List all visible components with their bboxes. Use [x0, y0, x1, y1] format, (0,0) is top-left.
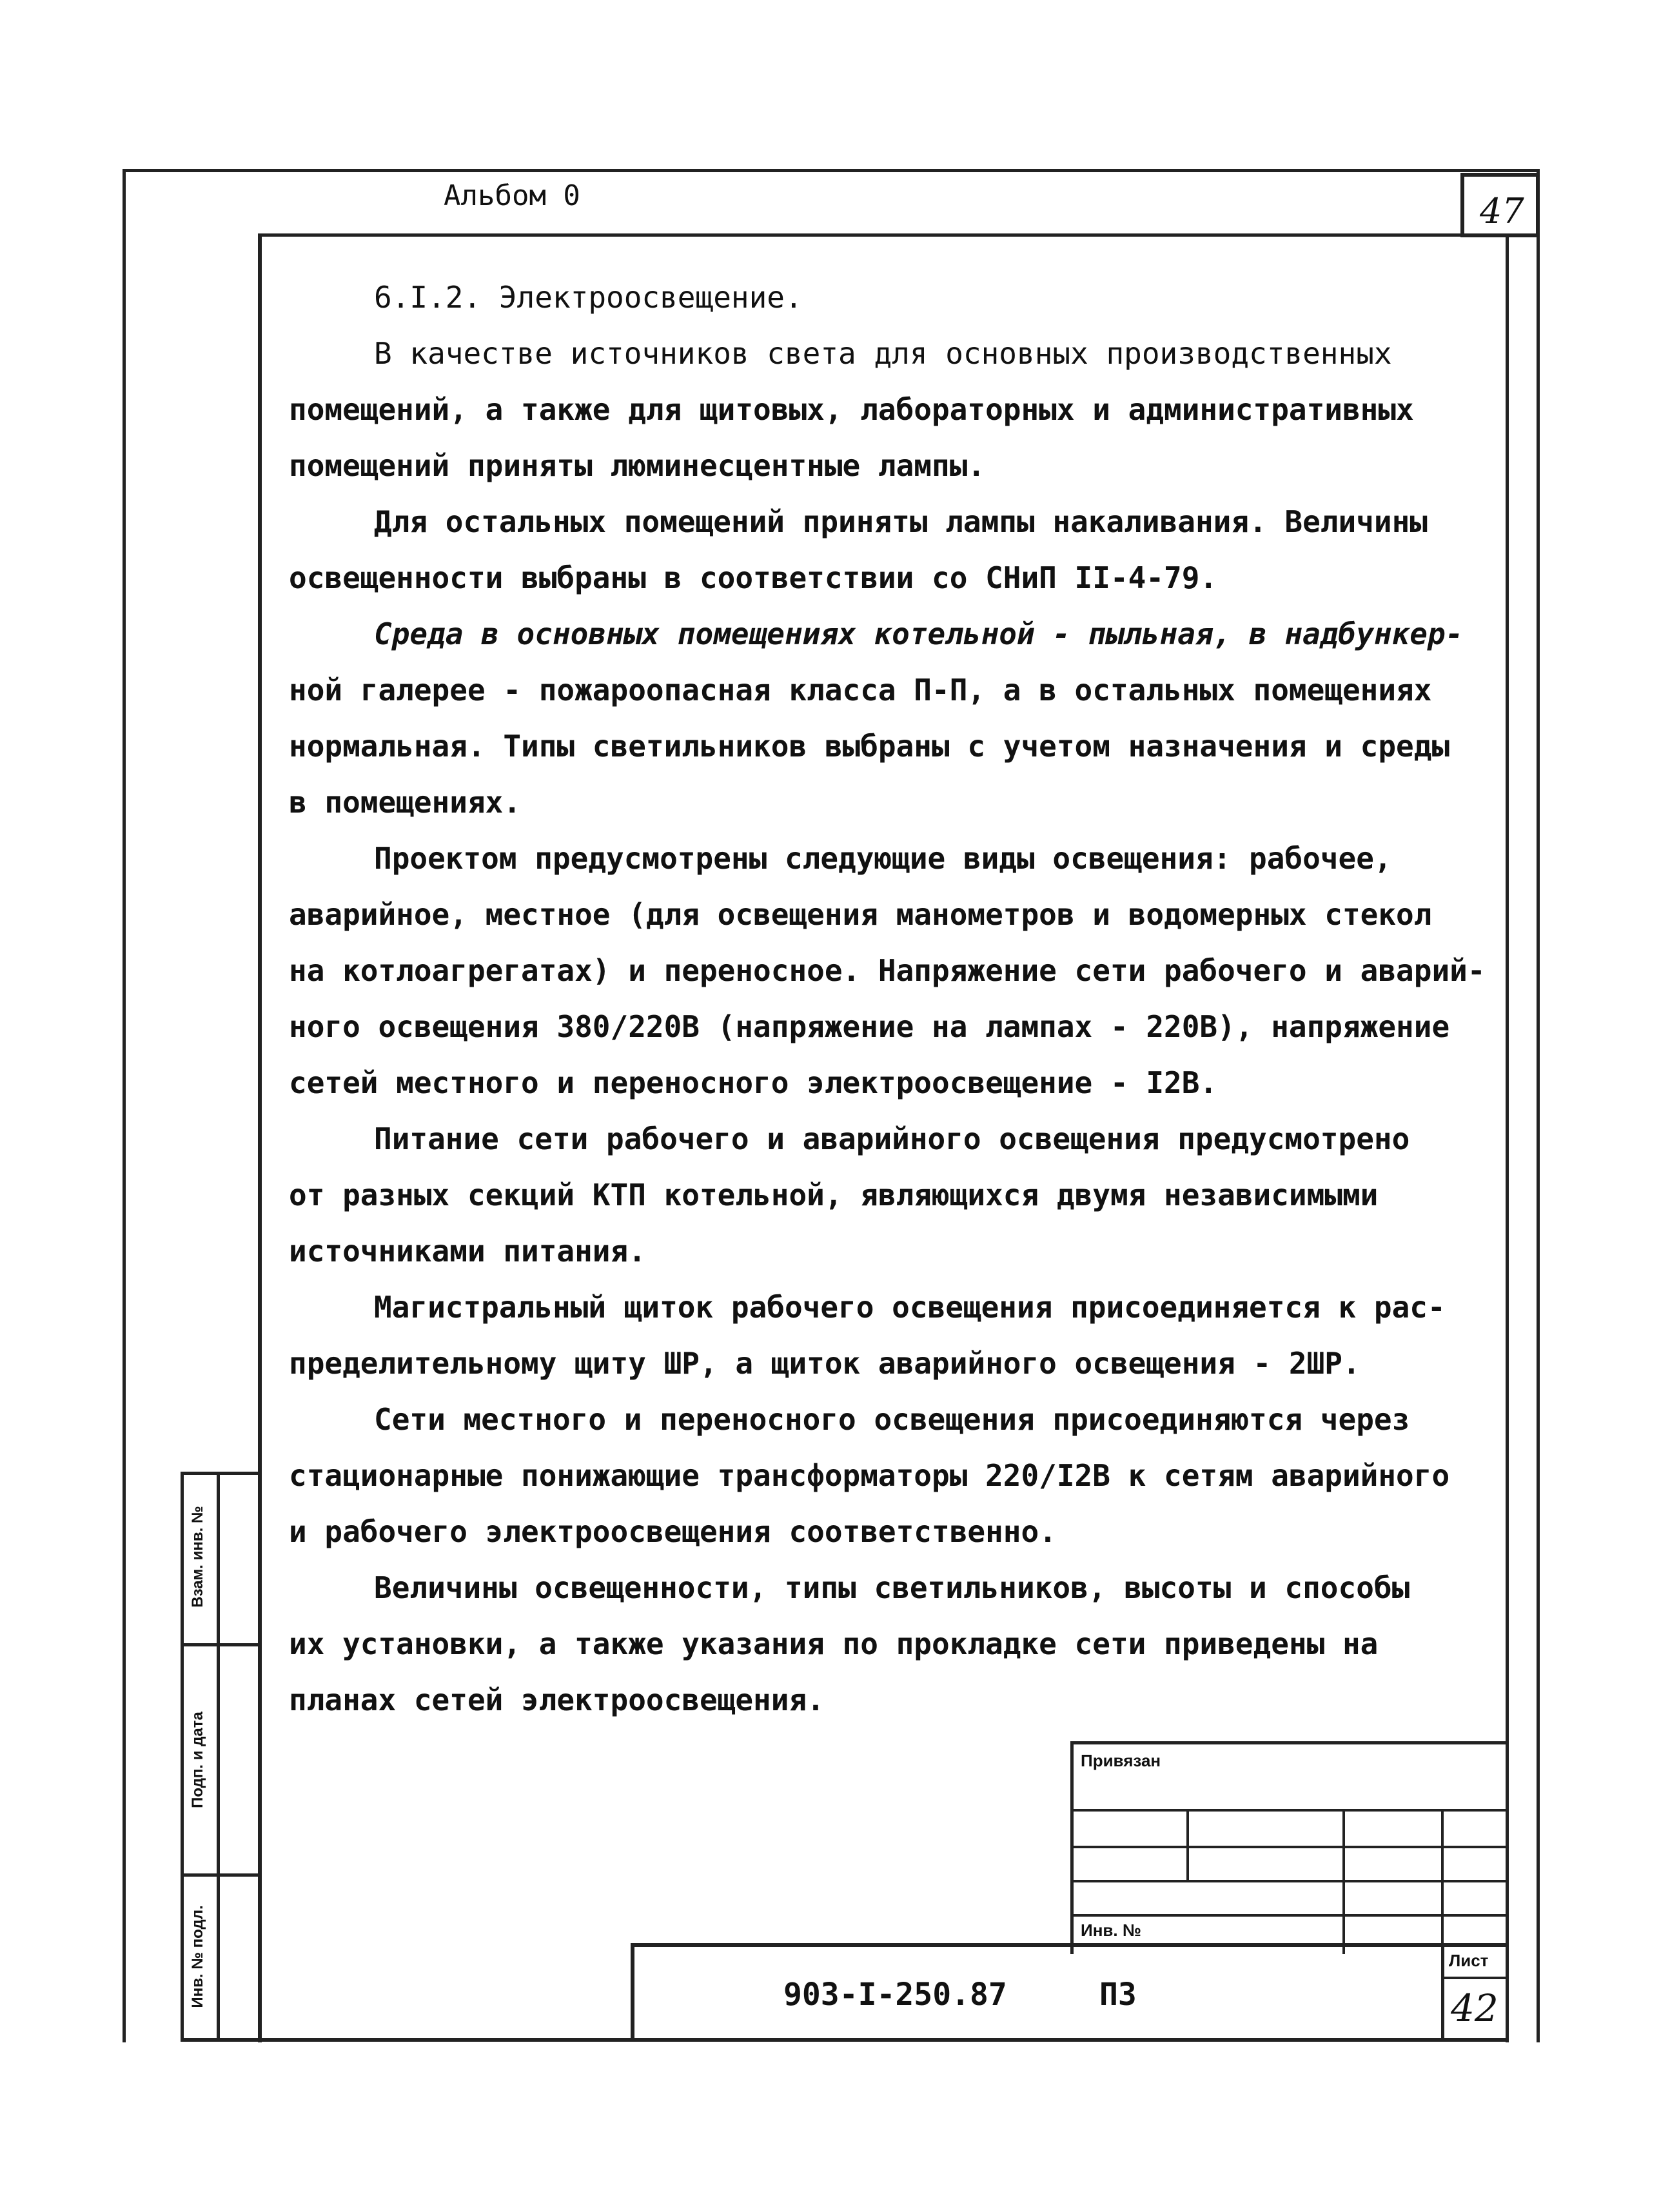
paragraph-line: Магистральный щиток рабочего освещения присоединяется к рас- — [374, 1290, 1446, 1325]
album-label: Альбом 0 — [444, 179, 580, 212]
outer-frame-right — [1537, 169, 1540, 2042]
outer-frame-top — [123, 169, 1540, 172]
paragraph-line: сетей местного и переносного электроосвещение - I2В. — [289, 1065, 1218, 1100]
inner-frame-left — [258, 233, 262, 2042]
paragraph-line: Среда в основных помещениях котельной - пыльная, в надбункер- — [374, 617, 1464, 651]
paragraph-line: планах сетей электроосвещения. — [289, 1683, 825, 1717]
inner-frame-top — [258, 233, 1509, 237]
paragraph-line: Сети местного и переносного освещения присоединяются через — [374, 1402, 1410, 1437]
paragraph-line: ной галерее - пожароопасная класса П-П, а в остальных помещениях — [289, 673, 1432, 707]
title-block-top — [631, 1943, 1509, 1947]
paragraph-line: помещений приняты люминесцентные лампы. — [289, 448, 986, 483]
side-stamp-divider — [217, 1472, 220, 2042]
paragraph-line: освещенности выбраны в соответствии со СНиП II-4-79. — [289, 560, 1218, 595]
sheet-number: 42 — [1451, 1986, 1498, 2030]
side-stamp-left — [181, 1472, 184, 2042]
side-stamp-top — [181, 1472, 262, 1475]
paragraph-line: Величины освещенности, типы светильников, высоты и способы — [374, 1570, 1410, 1605]
sheet-cell-left — [1441, 1943, 1444, 2040]
section-heading: 6.I.2. Электроосвещение. — [374, 280, 803, 315]
corner-number: 47 — [1480, 191, 1524, 232]
paragraph-line: ного освещения 380/220В (напряжение на лампах - 220В), напряжение — [289, 1009, 1450, 1044]
inner-frame-bottom — [181, 2038, 1509, 2042]
paragraph-line: аварийное, местное (для освещения манометров и водомерных стекол — [289, 897, 1432, 932]
paragraph-line: помещений, а также для щитовых, лабораторных и административных — [289, 392, 1414, 427]
side-stamp-row-sep — [181, 1873, 262, 1877]
paragraph-line: источниками питания. — [289, 1234, 646, 1269]
inv-no-label: Инв. № — [1081, 1921, 1141, 1940]
paragraph-line: пределительному щиту ШР, а щиток аварийного освещения - 2ШР. — [289, 1346, 1361, 1381]
podp-data-label: Подп. и дата — [189, 1712, 206, 1808]
privyazan-label: Привязан — [1081, 1751, 1161, 1770]
paragraph-line: их установки, а также указания по прокладке сети приведены на — [289, 1626, 1379, 1661]
sheet-cell-sep — [1441, 1977, 1509, 1979]
side-stamp-row-sep — [181, 1643, 262, 1646]
vzam-inv-label: Взам. инв. № — [189, 1506, 206, 1608]
inner-frame-right — [1506, 233, 1509, 2042]
paragraph-line: и рабочего электроосвещения соответственно. — [289, 1514, 1057, 1549]
paragraph-line: от разных секций КТП котельной, являющихся двумя независимыми — [289, 1178, 1379, 1212]
paragraph-line: Питание сети рабочего и аварийного освещения предусмотрено — [374, 1121, 1410, 1156]
binding-col — [1186, 1809, 1189, 1880]
section-code: ПЗ — [1099, 1977, 1137, 2013]
paragraph-line: В качестве источников света для основных производственных — [374, 336, 1392, 371]
binding-top — [1070, 1741, 1509, 1744]
paragraph-line: Для остальных помещений приняты лампы накаливания. Величины — [374, 504, 1428, 539]
title-block-left — [631, 1943, 634, 2040]
paragraph-line: стационарные понижающие трансформаторы 220/I2В к сетям аварийного — [289, 1458, 1450, 1493]
binding-col — [1441, 1809, 1444, 1954]
binding-col — [1342, 1809, 1345, 1954]
paragraph-line: нормальная. Типы светильников выбраны с учетом назначения и среды — [289, 729, 1450, 764]
paragraph-line: на котлоагрегатах) и переносное. Напряжение сети рабочего и аварий- — [289, 953, 1486, 988]
doc-code: 903-I-250.87 — [783, 1977, 1007, 2013]
paragraph-line: в помещениях. — [289, 785, 522, 820]
sheet-label: Лист — [1449, 1951, 1489, 1970]
paragraph-line: Проектом предусмотрены следующие виды освещения: рабочее, — [374, 841, 1392, 876]
inv-podl-label: Инв. № подл. — [189, 1905, 206, 2008]
outer-frame-left — [123, 169, 126, 2042]
